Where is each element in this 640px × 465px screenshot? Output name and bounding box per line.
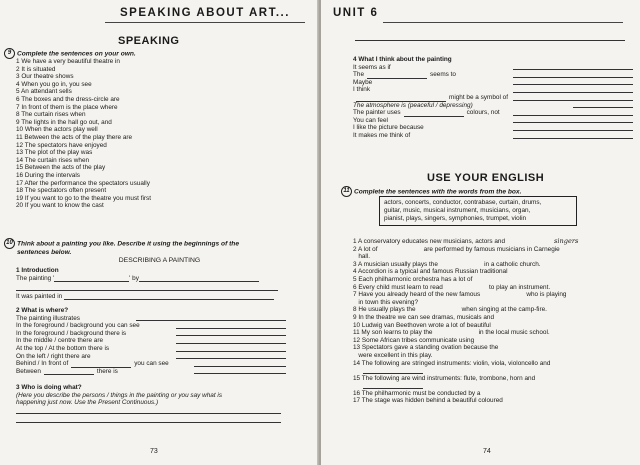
exercise-4-item-text: The painter uses: [353, 109, 401, 117]
answer-blank[interactable]: [513, 130, 633, 131]
exercise-9-item: [16, 81, 284, 89]
exercise-9-item: [16, 202, 284, 210]
what-is-where-item-text: Behind / In front of: [16, 360, 69, 368]
exercise-4-item-mid-text: colours, not: [466, 109, 500, 117]
who-is-doing-blank-2[interactable]: [16, 416, 281, 423]
answer-blank[interactable]: [44, 368, 94, 375]
word-box-line-2: guitar, music, musical instrument, musicians, organ,: [384, 207, 531, 214]
answer-blank[interactable]: [136, 320, 286, 321]
exercise-9-item: [16, 111, 284, 119]
answer-blank[interactable]: [194, 366, 286, 367]
painting-by-label: ' by: [129, 274, 139, 282]
exercise-11-item: [353, 329, 635, 337]
left-page-header: SPEAKING ABOUT ART...: [120, 7, 290, 19]
answer-blank[interactable]: [513, 84, 633, 85]
introduction-heading: 1 Introduction: [16, 267, 59, 274]
exercise-11-item: [353, 238, 635, 246]
header-underline: [105, 22, 305, 23]
exercise-10-instruction-line1: Think about a painting you like. Describe it using the beginnings of the: [17, 240, 240, 248]
exercise-4-item-text: The: [353, 71, 365, 79]
what-is-where-item: [16, 322, 286, 330]
what-is-where-item-text: Between: [16, 367, 41, 375]
exercise-11-item: [353, 291, 635, 299]
exercise-9-item: [16, 172, 284, 180]
exercise-4-item: [353, 124, 633, 132]
exercise-9-item-text: 2 It is situated: [16, 65, 56, 73]
exercise-11-item-text: 5 Each philharmonic orchestra has a lot of: [353, 275, 473, 283]
exercise-9-item: [16, 157, 284, 165]
exercise-9-item: [16, 164, 284, 172]
answer-blank[interactable]: [513, 100, 633, 101]
there-is-label: there is: [96, 367, 118, 375]
exercise-9-number: 9: [4, 48, 15, 59]
exercise-4-item: [353, 71, 633, 79]
exercise-11-item-text: 4 Accordion is a typical and famous Russian traditional: [353, 268, 508, 276]
exercise-9-item: [16, 187, 284, 195]
speaking-title: SPEAKING: [118, 35, 180, 47]
exercise-4-item-text: It seems as if: [353, 63, 391, 71]
exercise-11-item-text: 3 A musician usually plays the in a catholic church.: [353, 260, 541, 268]
exercise-9-item-text: 18 The spectators often present: [16, 187, 107, 195]
left-page: [0, 0, 319, 465]
right-page-header: UNIT 6: [333, 7, 379, 19]
exercise-9-item-text: 20 If you want to know the cast: [16, 202, 104, 210]
answer-blank[interactable]: [363, 388, 423, 389]
use-your-english-title: USE YOUR ENGLISH: [427, 172, 545, 184]
word-box-line-1: actors, concerts, conductor, contrabase, curtain, drums,: [384, 199, 542, 206]
introduction-line-1: [16, 275, 286, 284]
exercise-9-item: [16, 96, 284, 104]
who-is-doing-heading: 3 Who is doing what?: [16, 384, 82, 391]
what-is-where-item: [16, 315, 286, 323]
exercise-11-item-text: 12 Some African tribes communicate using: [353, 336, 475, 344]
exercise-9-item-text: 15 Between the acts of the play: [16, 164, 106, 172]
exercise-9-item-text: 11 Between the acts of the play there are: [16, 133, 133, 141]
exercise-4-item-mid-text: seems to: [430, 71, 456, 79]
introduction-blank-row: [16, 284, 286, 293]
answer-blank[interactable]: [367, 72, 427, 79]
what-is-where-item: [16, 360, 286, 368]
exercise-9-item: [16, 119, 284, 127]
exercise-4-item-text: It makes me think of: [353, 131, 411, 139]
exercise-11-item: [353, 382, 635, 390]
exercise-11-item: [353, 397, 635, 405]
exercise-9-list: [16, 58, 284, 210]
exercise-9-item-text: 9 The lights in the hall go out, and: [16, 118, 112, 126]
what-is-where-item: [16, 330, 286, 338]
what-is-where-item: [16, 353, 286, 361]
right-page-number: 74: [483, 448, 491, 455]
exercise-9-item-text: 10 When the actors play well: [16, 126, 98, 134]
answer-blank[interactable]: [404, 110, 464, 117]
exercise-11-item: [353, 299, 635, 307]
exercise-4-item: [353, 79, 633, 87]
exercise-4-item: [353, 86, 633, 94]
exercise-11-item: [353, 375, 635, 383]
answer-blank[interactable]: [176, 335, 286, 336]
exercise-11-item-text: in town this evening?: [353, 298, 419, 306]
exercise-4-item-text: I think: [353, 86, 371, 94]
exercise-11-item-text: 14 The following are stringed instruments: violin, viola, violoncello and: [353, 359, 551, 367]
exercise-9-item-text: 17 After the performance the spectators usually: [16, 179, 150, 187]
exercise-11-item-text: hall.: [353, 253, 371, 261]
exercise-10-instruction-line2: sentences below.: [17, 249, 72, 256]
exercise-9-item: [16, 58, 284, 66]
exercise-11-item-text: 10 Ludwig van Beethoven wrote a lot of beautiful: [353, 321, 491, 329]
what-is-where-block: [16, 307, 286, 375]
exercise-4-heading: 4 What I think about the painting: [353, 56, 452, 63]
answer-blank[interactable]: [176, 343, 286, 344]
word-box: [379, 196, 577, 226]
exercise-11-item-text: 2 A lot of are performed by famous musicians in Carnegie: [353, 245, 560, 253]
exercise-4-item: [353, 64, 633, 72]
exercise-4-item-text: You can feel: [353, 116, 388, 124]
top-blank-line[interactable]: [355, 40, 625, 41]
exercise-11-item-text: 9 In the theatre we can see dramas, musicals and: [353, 313, 495, 321]
what-is-where-item: [16, 337, 286, 345]
answer-blank[interactable]: [513, 92, 633, 93]
exercise-11-item: [353, 261, 635, 269]
exercise-9-item-text: 13 The plot of the play was: [16, 149, 93, 157]
exercise-9-item-text: 6 The boxes and the dress-circle are: [16, 95, 120, 103]
who-is-doing-blank-row-2: [16, 416, 296, 425]
painter-blank[interactable]: [139, 275, 259, 282]
exercise-11-item-text: 6 Every child must learn to read to play an instrument.: [353, 283, 551, 291]
what-is-where-item-text: In the foreground / background there is: [16, 329, 127, 337]
who-is-doing-block: [16, 384, 296, 425]
exercise-9-item: [16, 104, 284, 112]
painting-title-prefix: The painting ': [16, 274, 55, 282]
exercise-9-item-text: 5 An attendant sells: [16, 88, 72, 96]
exercise-11-item: [353, 253, 635, 261]
exercise-4-item: [353, 109, 633, 117]
answer-blank[interactable]: [176, 358, 286, 359]
exercise-11-item: [353, 246, 635, 254]
exercise-9-item: [16, 149, 284, 157]
exercise-9-item: [16, 195, 284, 203]
handwritten-answer: singers: [554, 237, 579, 245]
what-is-where-heading: 2 What is where?: [16, 307, 69, 314]
exercise-11-item: [353, 276, 635, 284]
exercise-11-item-text: 11 My son learns to play the in the local music school.: [353, 329, 550, 337]
describing-painting-subtitle: DESCRIBING A PAINTING: [118, 257, 201, 264]
who-is-doing-note-1: (Here you describe the persons / things in the painting or you say what is: [16, 391, 223, 399]
exercise-9-item-text: 14 The curtain rises when: [16, 156, 90, 164]
answer-blank[interactable]: [176, 328, 286, 329]
exercise-4-item-mid-text: might be a symbol of: [449, 93, 508, 101]
exercise-11-item: [353, 314, 635, 322]
exercise-9-item: [16, 88, 284, 96]
answer-blank[interactable]: [573, 107, 633, 108]
exercise-9-item-text: 8 The curtain rises when: [16, 111, 86, 119]
exercise-11-list: [353, 238, 635, 405]
exercise-4-item-text: Maybe: [353, 78, 373, 86]
exercise-11-item: [353, 337, 635, 345]
exercise-4-item-text: I like the picture because: [353, 124, 424, 132]
exercise-11-item-text: 7 Have you already heard of the new famous who is playing: [353, 291, 567, 299]
exercise-9-item: [16, 180, 284, 188]
exercise-9-item-text: 19 If you want to go to the theatre you must first: [16, 194, 151, 202]
exercise-10-instruction: [4, 238, 309, 257]
answer-blank[interactable]: [71, 361, 131, 368]
exercise-11-item: [353, 268, 635, 276]
left-page-number: 73: [150, 448, 158, 455]
exercise-11-item: [353, 322, 635, 330]
header-underline-right: [383, 22, 623, 23]
painted-in-label: It was painted in: [16, 292, 63, 300]
exercise-11-number: 11: [341, 186, 352, 197]
you-can-see-label: you can see: [134, 360, 169, 368]
painted-in-blank[interactable]: [64, 293, 274, 300]
painting-title-blank[interactable]: [54, 275, 129, 282]
introduction-block: [16, 267, 286, 300]
what-is-where-item: [16, 345, 286, 353]
what-is-where-item-text: The painting illustrates: [16, 314, 80, 322]
exercise-4-item: [353, 94, 633, 102]
exercise-11-item: [353, 367, 635, 375]
what-is-where-item-text: On the left / right there are: [16, 352, 91, 360]
exercise-11-item: [353, 352, 635, 360]
who-is-doing-note-2: happening just now. Use the Present Continuous.): [16, 399, 159, 407]
answer-blank[interactable]: [363, 373, 423, 374]
exercise-11-item-text: 15 The following are wind instruments: flute, trombone, horn and: [353, 374, 536, 382]
exercise-11-item: [353, 306, 635, 314]
exercise-11-item-text: 13 Spectators gave a standing ovation because the: [353, 344, 499, 352]
exercise-9-item-text: 12 The spectators have enjoyed: [16, 141, 107, 149]
answer-blank[interactable]: [513, 122, 633, 123]
exercise-9-item-text: 3 Our theatre shows: [16, 73, 74, 81]
exercise-9-item-text: 1 We have a very beautiful theatre in: [16, 58, 120, 65]
exercise-9-item: [16, 142, 284, 150]
exercise-4-item-text: The atmosphere is (peaceful / depressing): [353, 101, 473, 109]
what-is-where-item-text: In the foreground / background you can see: [16, 322, 140, 330]
who-is-doing-blank-1[interactable]: [16, 407, 281, 414]
exercise-9-item-text: 7 In front of them is the place where: [16, 103, 118, 111]
exercise-4-item: [353, 102, 633, 110]
exercise-11-item: [353, 360, 635, 368]
what-is-where-item-text: In the middle / centre there are: [16, 337, 104, 345]
answer-blank[interactable]: [513, 138, 633, 139]
who-is-doing-blank-row-1: [16, 407, 296, 416]
exercise-11-item-text: 1 A conservatory educates new musicians, actors and: [353, 238, 506, 245]
exercise-10-number: 10: [4, 238, 15, 249]
exercise-11-item: [353, 284, 635, 292]
exercise-11-item-text: were excellent in this play.: [353, 351, 433, 359]
exercise-11-item-text: 8 He usually plays the when singing at the camp-fire.: [353, 306, 547, 314]
exercise-9-item: [16, 126, 284, 134]
exercise-11-item-text: 17 The stage was hidden behind a beautiful coloured: [353, 397, 503, 405]
right-page: [321, 0, 640, 465]
exercise-9-item-text: 16 During the intervals: [16, 171, 80, 179]
exercise-9-instruction-text: Complete the sentences on your own.: [17, 50, 136, 58]
what-is-where-item: [16, 368, 286, 376]
introduction-blank-line[interactable]: [16, 284, 278, 291]
exercise-4-item: [353, 117, 633, 125]
exercise-11-item: [353, 390, 635, 398]
exercise-11-item-text: 16 The philharmonic must be conducted by a: [353, 389, 481, 397]
answer-blank[interactable]: [356, 95, 446, 102]
introduction-line-2: [16, 293, 286, 301]
exercise-4-item: [353, 132, 633, 140]
exercise-4-block: [353, 56, 633, 140]
answer-blank[interactable]: [513, 77, 633, 78]
answer-blank[interactable]: [513, 69, 633, 70]
exercise-9-item-text: 4 When you go in, you see: [16, 80, 92, 88]
exercise-9-item: [16, 73, 284, 81]
exercise-11-item: [353, 344, 635, 352]
exercise-11-instruction-text: Complete the sentences with the words from the box.: [354, 188, 522, 196]
what-is-where-item-text: At the top / At the bottom there is: [16, 344, 110, 352]
answer-blank[interactable]: [176, 351, 286, 352]
answer-blank[interactable]: [513, 115, 633, 116]
exercise-9-item: [16, 134, 284, 142]
word-box-line-3: pianist, plays, singers, symphonies, trumpet, violin: [384, 215, 527, 222]
answer-blank[interactable]: [194, 373, 286, 374]
exercise-9-item: [16, 66, 284, 74]
